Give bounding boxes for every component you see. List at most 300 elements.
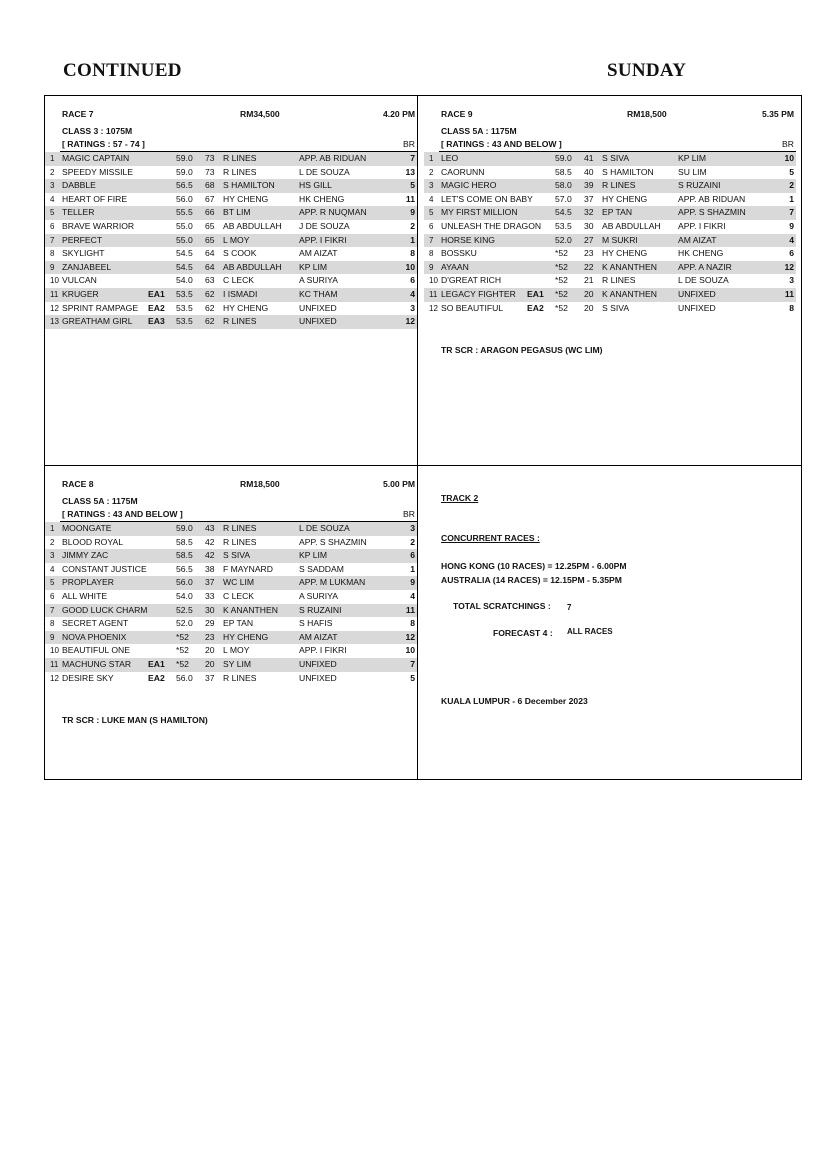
- meeting-info-panel: [424, 466, 796, 781]
- race-number: RACE 8: [62, 479, 94, 489]
- horse-name: BRAVE WARRIOR: [62, 220, 135, 231]
- runner-row: [424, 193, 796, 207]
- runner-number: 10: [429, 276, 438, 286]
- runner-number: 11: [50, 659, 59, 669]
- runner-row: [45, 288, 417, 302]
- trainer: A SURIYA: [299, 590, 339, 601]
- barrier: 8: [410, 618, 415, 629]
- barrier: 7: [789, 207, 794, 218]
- runner-number: 12: [429, 303, 438, 313]
- horse-name: KRUGER: [62, 288, 99, 299]
- runner-row: [424, 247, 796, 261]
- barrier: 11: [405, 604, 415, 615]
- jockey: WC LIM: [223, 577, 255, 588]
- runner-row: [45, 234, 417, 248]
- trainer: SU LIM: [678, 166, 707, 177]
- runner-number: 1: [429, 154, 434, 163]
- barrier: 2: [410, 536, 415, 547]
- weight: 56.0: [176, 672, 193, 683]
- trainer: APP. S SHAZMIN: [678, 207, 746, 218]
- weight: 56.5: [176, 180, 193, 191]
- barrier: 7: [410, 153, 415, 163]
- runner-row: [424, 166, 796, 180]
- rating: 65: [205, 234, 215, 245]
- header-continued: CONTINUED: [63, 60, 182, 81]
- concurrent-races-title: CONCURRENT RACES :: [441, 533, 540, 543]
- horse-name: HEART OF FIRE: [62, 193, 128, 204]
- trainer: S HAFIS: [299, 618, 333, 629]
- race-number: RACE 9: [441, 109, 473, 119]
- rating: 65: [205, 220, 215, 231]
- jockey: K ANANTHEN: [602, 288, 657, 299]
- barrier: 3: [410, 302, 415, 313]
- runner-number: 9: [429, 262, 434, 272]
- race-prize: RM18,500: [240, 479, 280, 489]
- horse-name: BEAUTIFUL ONE: [62, 645, 130, 656]
- runner-row: [424, 234, 796, 248]
- runner-number: 1: [50, 154, 55, 163]
- runner-row: [424, 152, 796, 166]
- runner-row: [45, 247, 417, 261]
- runner-number: 8: [50, 619, 55, 629]
- rating: 40: [584, 166, 594, 177]
- runner-row: [45, 604, 417, 618]
- race-class: CLASS 3 : 1075M: [62, 126, 133, 136]
- runner-row: [424, 179, 796, 193]
- trainer: S RUZAINI: [678, 180, 721, 191]
- barrier: 5: [410, 672, 415, 683]
- jockey: S SIVA: [602, 302, 630, 313]
- trainer: HK CHENG: [299, 193, 345, 204]
- weight: 52.5: [176, 604, 193, 615]
- runner-number: 6: [50, 591, 55, 601]
- weight: *52: [555, 302, 568, 313]
- trainer: APP. S SHAZMIN: [299, 536, 367, 547]
- jockey: EP TAN: [602, 207, 633, 218]
- horse-name: PROPLAYER: [62, 577, 114, 588]
- forecast-value: ALL RACES: [567, 627, 613, 636]
- weight: 54.5: [176, 248, 193, 259]
- weight: *52: [555, 261, 568, 272]
- ratings-text: [ RATINGS : 43 AND BELOW ]: [62, 509, 183, 519]
- rating: 42: [205, 536, 215, 547]
- rating: 23: [584, 248, 594, 259]
- barrier: 10: [784, 153, 794, 163]
- runner-number: 3: [50, 551, 55, 561]
- rating: 20: [205, 658, 215, 669]
- runner-row: [45, 536, 417, 550]
- runner-number: 4: [429, 194, 434, 204]
- barrier: 3: [789, 275, 794, 286]
- runner-row: [45, 576, 417, 590]
- rating: 41: [584, 153, 594, 163]
- weight: *52: [176, 645, 189, 656]
- rating: 38: [205, 563, 215, 574]
- jockey: L MOY: [223, 645, 250, 656]
- rating: 32: [584, 207, 594, 218]
- runner-row: [45, 206, 417, 220]
- horse-name: BLOOD ROYAL: [62, 536, 123, 547]
- weight: 53.5: [176, 316, 193, 327]
- trainer: S RUZAINI: [299, 604, 342, 615]
- horse-name: JIMMY ZAC: [62, 550, 109, 561]
- runner-row: [45, 179, 417, 193]
- jockey: C LECK: [223, 275, 255, 286]
- race-header: [45, 109, 417, 122]
- weight: 58.5: [555, 166, 572, 177]
- runner-number: 8: [429, 249, 434, 259]
- trainer: S SADDAM: [299, 563, 344, 574]
- emergency-acceptor: EA1: [148, 288, 165, 299]
- barrier: 8: [410, 248, 415, 259]
- weight: 57.0: [555, 193, 572, 204]
- barrier: 2: [789, 180, 794, 191]
- runner-number: 5: [50, 578, 55, 588]
- weight: 58.0: [555, 180, 572, 191]
- weight: 59.0: [555, 153, 572, 163]
- trainer: UNFIXED: [299, 302, 337, 313]
- rating: 73: [205, 153, 215, 163]
- rating: 63: [205, 275, 215, 286]
- runner-row: [45, 522, 417, 536]
- jockey: K ANANTHEN: [602, 261, 657, 272]
- horse-name: SECRET AGENT: [62, 618, 129, 629]
- horse-name: UNLEASH THE DRAGON: [441, 220, 542, 231]
- horse-name: PERFECT: [62, 234, 103, 245]
- rating: 30: [205, 604, 215, 615]
- header-sunday: SUNDAY: [607, 60, 687, 81]
- horse-name: MY FIRST MILLION: [441, 207, 518, 218]
- runner-number: 4: [50, 564, 55, 574]
- rating: 37: [205, 672, 215, 683]
- jockey: L MOY: [223, 234, 250, 245]
- trainer: UNFIXED: [678, 288, 716, 299]
- runner-number: 7: [50, 235, 55, 245]
- rating: 20: [205, 645, 215, 656]
- emergency-acceptor: EA2: [527, 302, 544, 313]
- barrier: 11: [405, 193, 415, 204]
- runner-row: [45, 549, 417, 563]
- runner-row: [424, 288, 796, 302]
- race-time: 4.20 PM: [382, 109, 415, 119]
- runner-row: [424, 261, 796, 275]
- race-9-panel: [424, 109, 796, 355]
- race-ratings: [439, 138, 796, 152]
- trainer: KP LIM: [678, 153, 707, 163]
- runner-number: 2: [429, 167, 434, 177]
- weight: 54.5: [555, 207, 572, 218]
- rating: 39: [584, 180, 594, 191]
- trainer: A SURIYA: [299, 275, 339, 286]
- runner-row: [424, 206, 796, 220]
- runner-list: [45, 522, 417, 685]
- barrier: 6: [789, 248, 794, 259]
- horse-name: D'GREAT RICH: [441, 275, 502, 286]
- horse-name: DABBLE: [62, 180, 96, 191]
- jockey: AB ABDULLAH: [223, 220, 282, 231]
- trainer: UNFIXED: [299, 316, 337, 327]
- weight: 54.0: [176, 590, 193, 601]
- horse-name: SO BEAUTIFUL: [441, 302, 504, 313]
- barrier: 11: [784, 288, 794, 299]
- jockey: HY CHENG: [602, 193, 648, 204]
- jockey: R LINES: [602, 275, 636, 286]
- horse-name: NOVA PHOENIX: [62, 631, 127, 642]
- weight: *52: [555, 248, 568, 259]
- weight: 55.0: [176, 220, 193, 231]
- runner-number: 7: [50, 605, 55, 615]
- jockey: C LECK: [223, 590, 255, 601]
- australia-races: AUSTRALIA (14 RACES) = 12.15PM - 5.35PM: [441, 575, 622, 585]
- barrier: 13: [405, 166, 415, 177]
- weight: 56.0: [176, 577, 193, 588]
- jockey: BT LIM: [223, 207, 251, 218]
- trainer: APP. AB RIDUAN: [678, 193, 746, 204]
- runner-number: 6: [429, 221, 434, 231]
- barrier: 7: [410, 658, 415, 669]
- horse-name: LEO: [441, 153, 459, 163]
- barrier: 3: [410, 523, 415, 533]
- runner-number: 7: [429, 235, 434, 245]
- weight: 55.5: [176, 207, 193, 218]
- horse-name: GOOD LUCK CHARM: [62, 604, 148, 615]
- weight: 59.0: [176, 153, 193, 163]
- runner-row: [45, 193, 417, 207]
- horse-name: SPEEDY MISSILE: [62, 166, 134, 177]
- runner-number: 9: [50, 632, 55, 642]
- weight: *52: [555, 275, 568, 286]
- runner-row: [45, 220, 417, 234]
- runner-row: [424, 302, 796, 316]
- race-header: [424, 109, 796, 122]
- trainer: APP. M LUKMAN: [299, 577, 366, 588]
- trainer: KP LIM: [299, 550, 328, 561]
- barrier: 6: [410, 550, 415, 561]
- horse-name: VULCAN: [62, 275, 97, 286]
- jockey: S SIVA: [223, 550, 251, 561]
- jockey: S HAMILTON: [602, 166, 654, 177]
- trainer: AM AIZAT: [678, 234, 717, 245]
- runner-number: 9: [50, 262, 55, 272]
- emergency-acceptor: EA1: [527, 288, 544, 299]
- trainer: APP. I FIKRI: [299, 645, 347, 656]
- rating: 64: [205, 261, 215, 272]
- runner-number: 12: [50, 673, 59, 683]
- jockey: AB ABDULLAH: [602, 220, 661, 231]
- runner-row: [45, 563, 417, 577]
- horse-name: GREATHAM GIRL: [62, 316, 133, 327]
- jockey: R LINES: [223, 166, 257, 177]
- runner-number: 10: [50, 646, 59, 656]
- weight: 56.5: [176, 563, 193, 574]
- barrier: 12: [405, 316, 415, 327]
- barrier: 4: [789, 234, 794, 245]
- barrier: 10: [405, 645, 415, 656]
- horse-name: DESIRE SKY: [62, 672, 114, 683]
- race-card-grid: [44, 95, 802, 780]
- runner-number: 11: [50, 289, 59, 299]
- jockey: S HAMILTON: [223, 180, 275, 191]
- race-class: CLASS 5A : 1175M: [62, 496, 138, 506]
- barrier: 9: [410, 207, 415, 218]
- rating: 66: [205, 207, 215, 218]
- rating: 23: [205, 631, 215, 642]
- rating: 20: [584, 288, 594, 299]
- total-scratchings-label: TOTAL SCRATCHINGS :: [453, 601, 551, 611]
- trainer: APP. A NAZIR: [678, 261, 732, 272]
- runner-number: 2: [50, 537, 55, 547]
- br-header: BR: [403, 139, 415, 149]
- horse-name: HORSE KING: [441, 234, 495, 245]
- rating: 42: [205, 550, 215, 561]
- rating: 37: [205, 577, 215, 588]
- runner-number: 5: [50, 208, 55, 218]
- rating: 68: [205, 180, 215, 191]
- runner-number: 11: [429, 289, 438, 299]
- rating: 62: [205, 288, 215, 299]
- race-number: RACE 7: [62, 109, 94, 119]
- runner-number: 2: [50, 167, 55, 177]
- barrier: 1: [410, 234, 415, 245]
- race-time: 5.35 PM: [761, 109, 794, 119]
- runner-row: [45, 302, 417, 316]
- barrier: 8: [789, 302, 794, 313]
- jockey: HY CHENG: [223, 193, 269, 204]
- weight: *52: [176, 658, 189, 669]
- trainer: HS GILL: [299, 180, 332, 191]
- weight: 54.0: [176, 275, 193, 286]
- race-8-panel: [45, 479, 417, 725]
- runner-row: [424, 274, 796, 288]
- barrier: 9: [410, 577, 415, 588]
- runner-number: 10: [50, 276, 59, 286]
- weight: 58.5: [176, 550, 193, 561]
- hong-kong-races: HONG KONG (10 RACES) = 12.25PM - 6.00PM: [441, 561, 627, 571]
- rating: 43: [205, 523, 215, 533]
- horse-name: MAGIC CAPTAIN: [62, 153, 130, 163]
- horse-name: MAGIC HERO: [441, 180, 497, 191]
- barrier: 1: [789, 193, 794, 204]
- rating: 67: [205, 193, 215, 204]
- track-label: TRACK 2: [441, 493, 479, 503]
- weight: *52: [176, 631, 189, 642]
- footer-location-date: KUALA LUMPUR - 6 December 2023: [441, 696, 588, 706]
- jockey: HY CHENG: [602, 248, 648, 259]
- runner-row: [45, 644, 417, 658]
- barrier: 5: [410, 180, 415, 191]
- jockey: R LINES: [223, 536, 257, 547]
- trainer: J DE SOUZA: [299, 220, 350, 231]
- rating: 29: [205, 618, 215, 629]
- total-scratchings-value: 7: [567, 603, 572, 612]
- rating: 37: [584, 193, 594, 204]
- emergency-acceptor: EA2: [148, 672, 165, 683]
- weight: 58.5: [176, 536, 193, 547]
- trainer: L DE SOUZA: [678, 275, 729, 286]
- runner-list: [424, 152, 796, 315]
- runner-number: 5: [429, 208, 434, 218]
- barrier: 4: [410, 590, 415, 601]
- weight: 52.0: [176, 618, 193, 629]
- horse-name: ALL WHITE: [62, 590, 108, 601]
- race-prize: RM18,500: [627, 109, 667, 119]
- trainer-scratching-note: TR SCR : LUKE MAN (S HAMILTON): [62, 715, 208, 726]
- weight: 54.5: [176, 261, 193, 272]
- weight: *52: [555, 288, 568, 299]
- emergency-acceptor: EA2: [148, 302, 165, 313]
- race-ratings: [60, 138, 417, 152]
- runner-row: [45, 617, 417, 631]
- race-prize: RM34,500: [240, 109, 280, 119]
- rating: 62: [205, 302, 215, 313]
- runner-number: 3: [50, 181, 55, 191]
- rating: 22: [584, 261, 594, 272]
- runner-number: 6: [50, 221, 55, 231]
- jockey: R LINES: [602, 180, 636, 191]
- runner-number: 12: [50, 303, 59, 313]
- trainer: UNFIXED: [678, 302, 716, 313]
- runner-number: 1: [50, 524, 55, 533]
- jockey: R LINES: [223, 316, 257, 327]
- jockey: HY CHENG: [223, 302, 269, 313]
- horse-name: MOONGATE: [62, 523, 112, 533]
- rating: 33: [205, 590, 215, 601]
- horse-name: BOSSKU: [441, 248, 477, 259]
- weight: 53.5: [176, 302, 193, 313]
- horse-name: CONSTANT JUSTICE: [62, 563, 147, 574]
- runner-row: [45, 631, 417, 645]
- runner-number: 3: [429, 181, 434, 191]
- trainer: UNFIXED: [299, 672, 337, 683]
- runner-row: [45, 152, 417, 166]
- ratings-text: [ RATINGS : 57 - 74 ]: [62, 139, 145, 149]
- barrier: 9: [789, 220, 794, 231]
- trainer: HK CHENG: [678, 248, 724, 259]
- trainer: APP. R NUQMAN: [299, 207, 367, 218]
- rating: 64: [205, 248, 215, 259]
- runner-row: [45, 274, 417, 288]
- emergency-acceptor: EA1: [148, 658, 165, 669]
- jockey: S COOK: [223, 248, 257, 259]
- runner-row: [45, 590, 417, 604]
- rating: 20: [584, 302, 594, 313]
- trainer-scratching-note: TR SCR : ARAGON PEGASUS (WC LIM): [441, 345, 603, 356]
- jockey: SY LIM: [223, 658, 252, 669]
- barrier: 12: [405, 631, 415, 642]
- emergency-acceptor: EA3: [148, 316, 165, 327]
- barrier: 12: [784, 261, 794, 272]
- runner-row: [424, 220, 796, 234]
- trainer: KP LIM: [299, 261, 328, 272]
- trainer: AM AIZAT: [299, 631, 338, 642]
- horse-name: CAORUNN: [441, 166, 485, 177]
- race-header: [45, 479, 417, 492]
- trainer: KC THAM: [299, 288, 338, 299]
- rating: 21: [584, 275, 594, 286]
- weight: 55.0: [176, 234, 193, 245]
- jockey: F MAYNARD: [223, 563, 273, 574]
- runner-number: 8: [50, 249, 55, 259]
- horse-name: MACHUNG STAR: [62, 658, 132, 669]
- jockey: R LINES: [223, 153, 257, 163]
- forecast-label: FORECAST 4 :: [493, 628, 553, 638]
- horse-name: SKYLIGHT: [62, 248, 105, 259]
- weight: 53.5: [555, 220, 572, 231]
- barrier: 1: [410, 563, 415, 574]
- runner-row: [45, 166, 417, 180]
- br-header: BR: [403, 509, 415, 519]
- trainer: UNFIXED: [299, 658, 337, 669]
